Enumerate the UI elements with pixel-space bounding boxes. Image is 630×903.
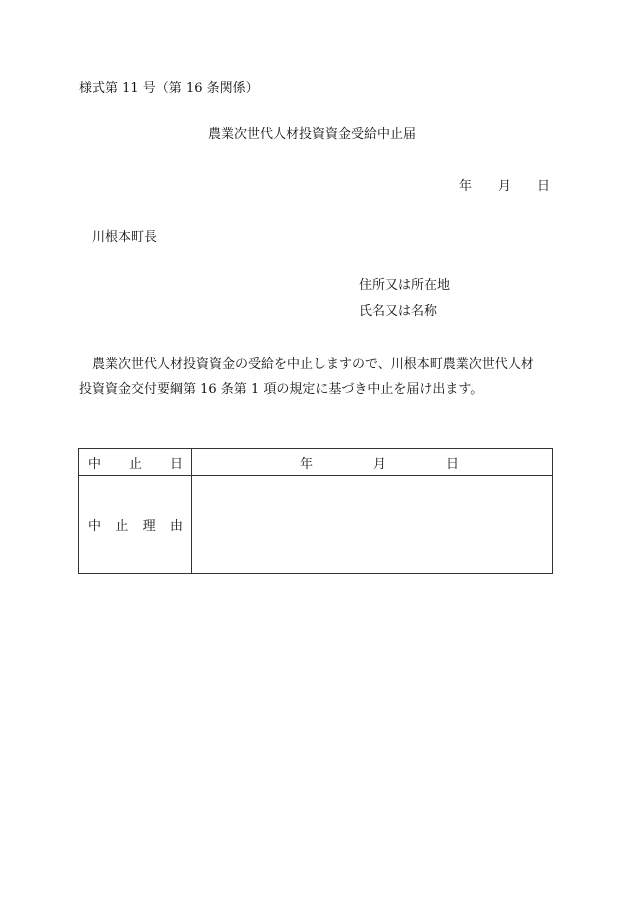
form-number: 様式第 11 号（第 16 条関係） — [79, 81, 259, 96]
stop-reason-field[interactable] — [192, 476, 553, 574]
stop-date-year: 年 — [300, 456, 314, 472]
document-title: 農業次世代人材投資資金受給中止届 — [208, 127, 417, 142]
stop-date-row — [79, 449, 553, 476]
notice-body — [79, 352, 564, 402]
addressee: 川根本町長 — [92, 230, 158, 245]
stop-reason-label: 中 止 理 由 — [79, 476, 192, 574]
stop-date-label: 中 止 日 — [79, 449, 192, 476]
notice-body-line-1: 農業次世代人材投資資金の受給を中止しますので、川根本町農業次世代人材 — [92, 357, 534, 372]
stop-date-field[interactable] — [192, 449, 553, 476]
name-label: 氏名又は名称 — [359, 304, 438, 319]
stop-date-month: 月 — [373, 456, 387, 472]
date-year-label: 年 — [459, 179, 473, 194]
stop-info-table — [78, 448, 553, 574]
date-month-label: 月 — [498, 179, 512, 194]
date-day-label: 日 — [537, 179, 551, 194]
stop-reason-row — [79, 476, 553, 574]
stop-date-day: 日 — [446, 456, 460, 472]
address-label: 住所又は所在地 — [359, 278, 451, 293]
notice-body-line-2: 投資資金交付要綱第 16 条第 1 項の規定に基づき中止を届け出ます。 — [79, 382, 484, 397]
submission-date — [459, 180, 550, 193]
